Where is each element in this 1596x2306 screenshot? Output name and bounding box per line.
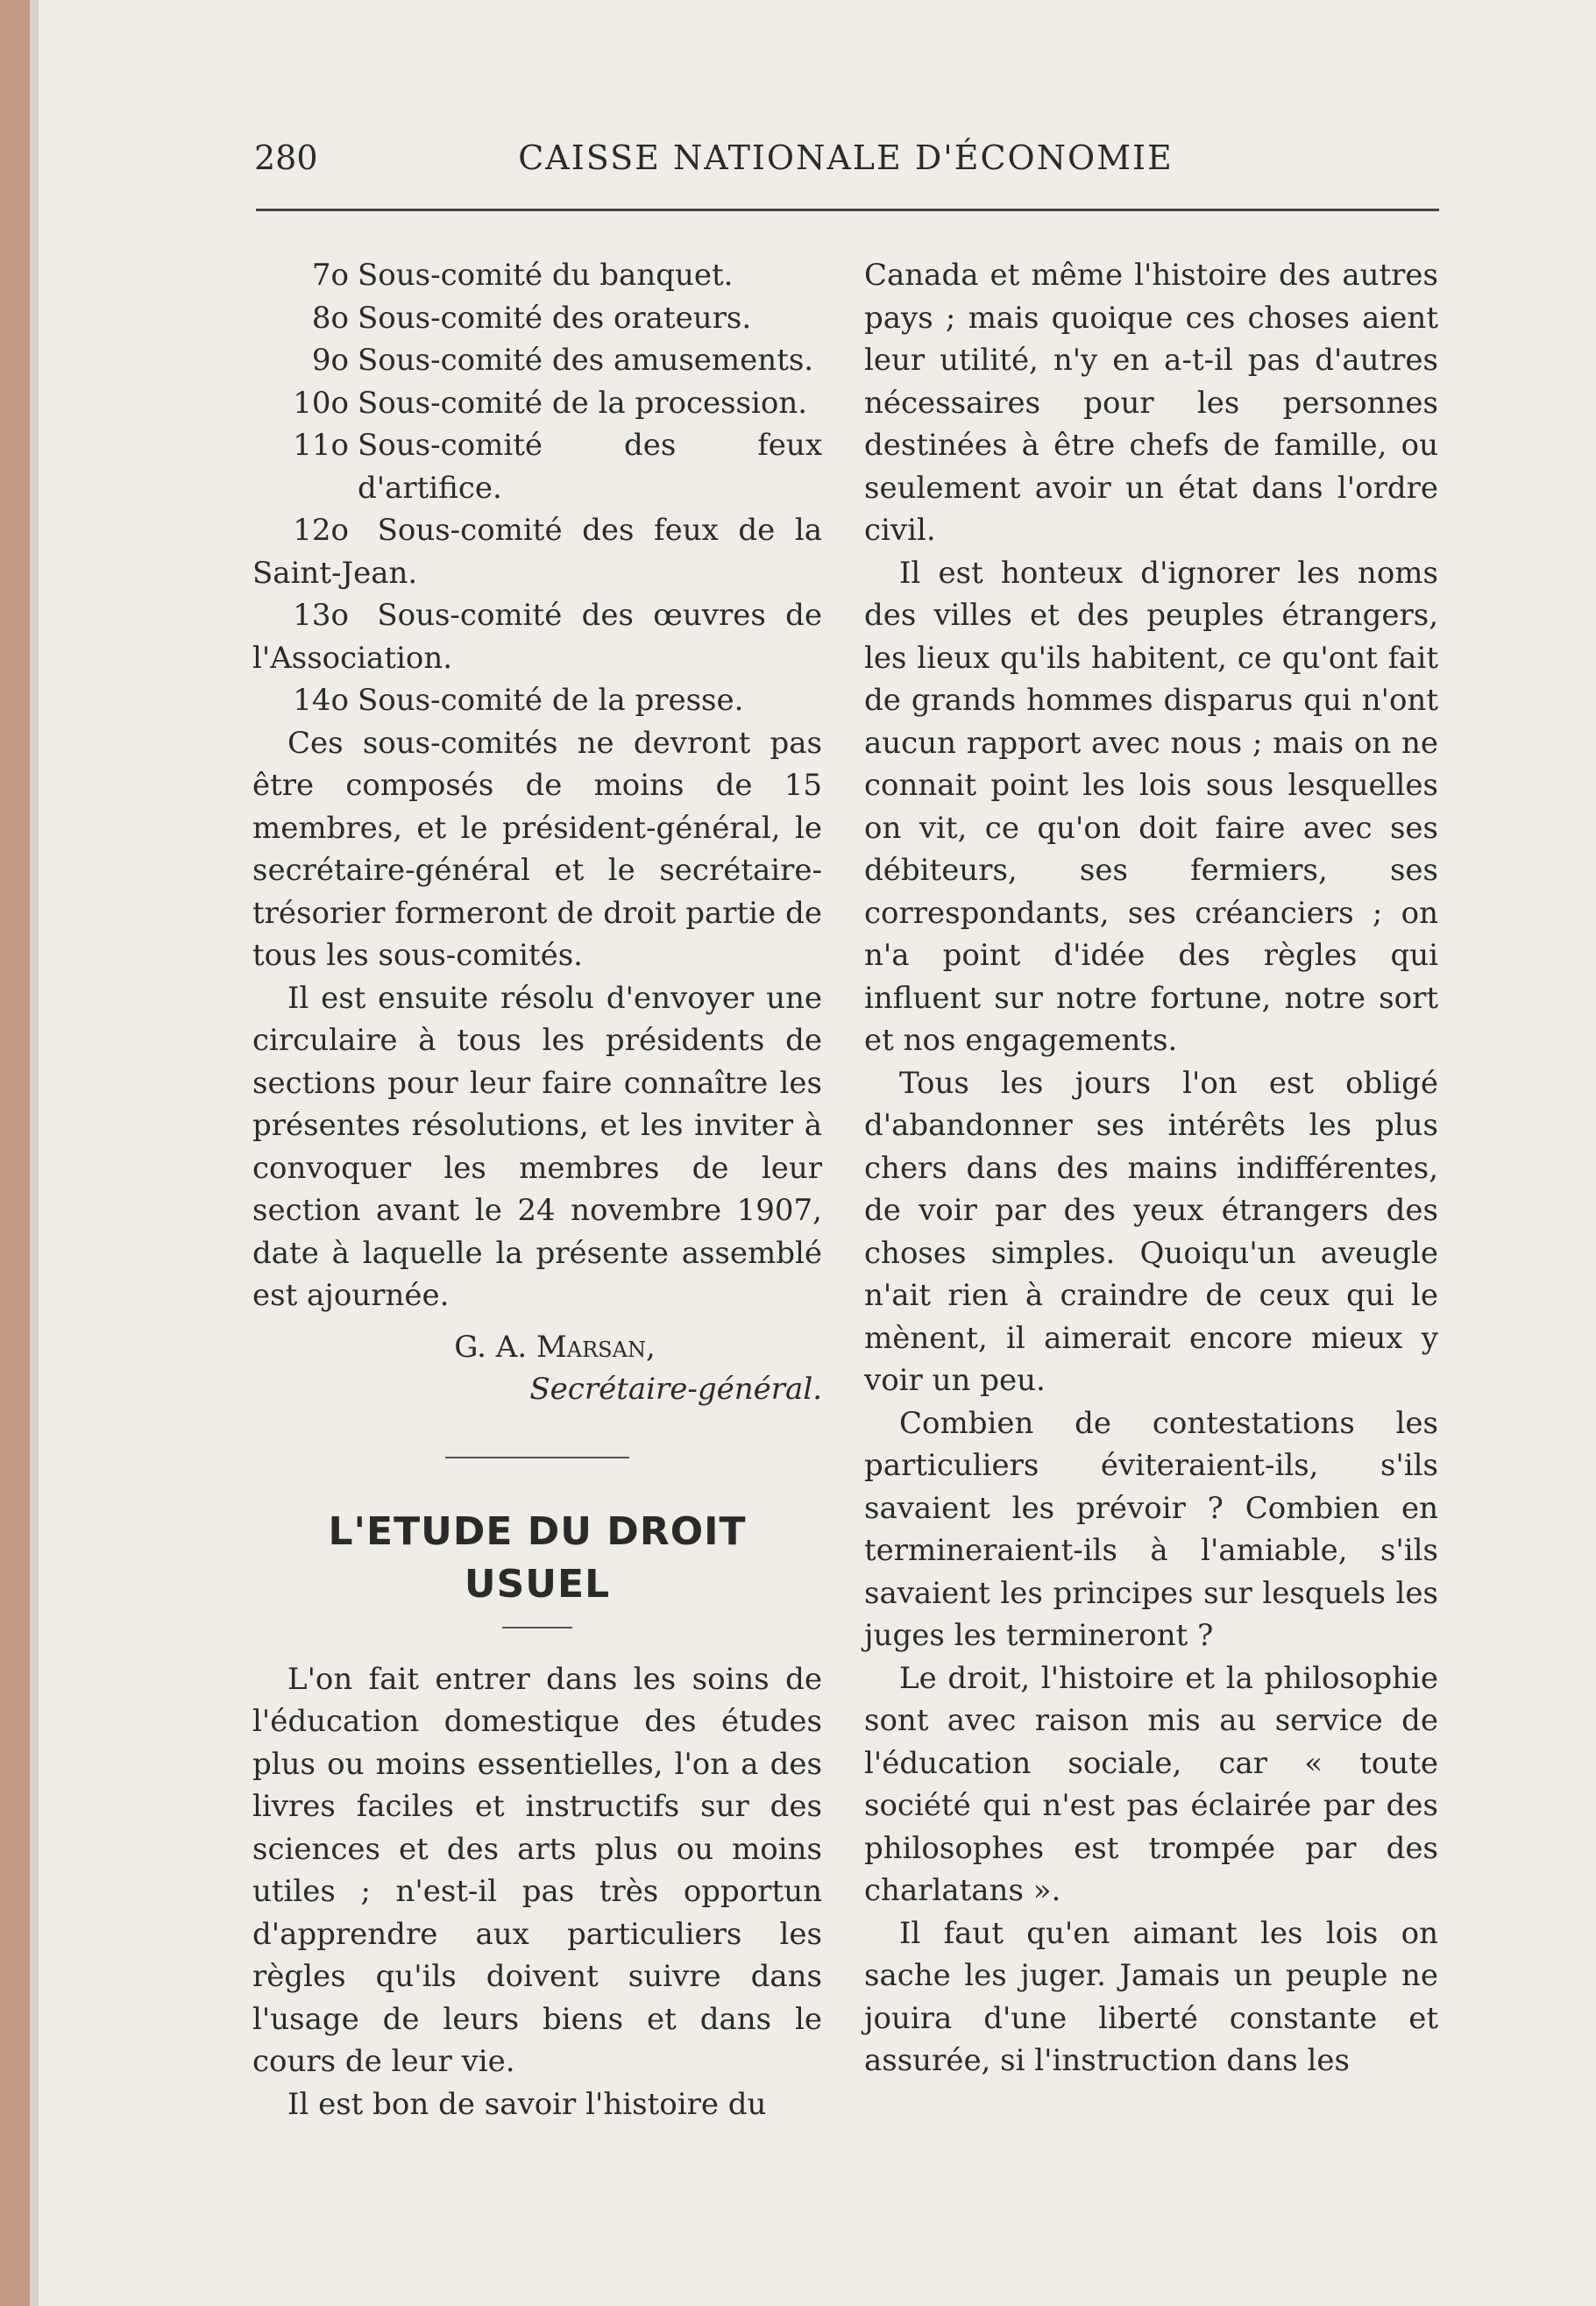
section-divider <box>445 1457 629 1458</box>
list-item <box>252 297 822 340</box>
list-number: 14o <box>293 683 349 718</box>
list-number: 9o <box>311 343 349 378</box>
list-text: Sous-comité des feux d'artifice. <box>358 428 822 506</box>
page-edge <box>0 0 30 2306</box>
paragraph: Le droit, l'histoire et la philosophie sont avec raison mis au service de l'éducation sociale, car « toute société qui n'est pas éclairée par des philosophes est trompée par des charlatans ». <box>864 1660 1438 1908</box>
section-title: L'ETUDE DU DROIT USUEL <box>328 1508 747 1607</box>
list-text: Sous-comité de la presse. <box>358 683 744 718</box>
list-item <box>252 679 822 722</box>
list-number: 11o <box>293 428 349 463</box>
paragraph: Il faut qu'en aimant les lois on sache les juger. Jamais un peuple ne jouira d'une liberté constante et assurée, si l'instruction dans les <box>864 1915 1438 2078</box>
list-text: Sous-comité du banquet. <box>358 258 734 293</box>
list-number: 8o <box>311 300 349 336</box>
left-column <box>252 254 822 2125</box>
signature-name <box>252 1326 822 1369</box>
list-text: Sous-comité des amusements. <box>358 343 814 378</box>
list-number: 12o <box>293 513 349 548</box>
title-underline <box>502 1627 572 1628</box>
list-text: Sous-comité des orateurs. <box>358 300 752 336</box>
list-text: Sous-comité des œuvres de l'Association. <box>252 598 822 676</box>
list-item <box>252 254 822 297</box>
signature-surname: Marsan <box>536 1329 646 1365</box>
paragraph: Il est ensuite résolu d'envoyer une circulaire à tous les présidents de sections pour leur faire connaître les présentes résolutions, et les inviter à convoquer les membres de leur section avant le 24 novembre 1907, date à laquelle la présente assemblé est ajournée. <box>252 980 822 1313</box>
paragraph: Tous les jours l'on est obligé d'abandonner ses intérêts les plus chers dans des mains indifférentes, de voir par des yeux étrangers des choses simples. Quoiqu'un aveugle n'ait rien à craindre de ceux qui le mènent, il aimerait encore mieux y voir un peu. <box>864 1065 1438 1398</box>
signature-comma: , <box>645 1329 656 1365</box>
running-title: CAISSE NATIONALE D'ÉCONOMIE <box>518 138 1174 177</box>
list-text: Sous-comité de la procession. <box>358 385 808 421</box>
list-number: 13o <box>293 598 349 633</box>
list-number: 7o <box>311 258 349 293</box>
list-item <box>252 382 822 425</box>
list-item <box>252 509 822 594</box>
header-rule <box>256 209 1439 211</box>
right-column <box>864 254 1438 2082</box>
signature-initials: G. A. <box>454 1329 536 1365</box>
list-number: 10o <box>293 385 349 421</box>
paragraph: L'on fait entrer dans les soins de l'éducation domestique des études plus ou moins essentielles, l'on a des livres faciles et instructifs sur des sciences et des arts plus ou moins utiles ; n'est-il pas très opportun d'apprendre aux particuliers les règles qu'ils doivent suivre dans l'usage de leurs biens et dans le cours de leur vie. <box>252 1661 822 2079</box>
paragraph: Combien de contestations les particuliers éviteraient-ils, s'ils savaient les prévoir ? Combien en termineraient-ils à l'amiable, s'ils savaient les principes sur lesquels les juges les termineront ? <box>864 1405 1438 1653</box>
page-number: 280 <box>254 138 318 177</box>
page-edge-shadow <box>30 0 39 2306</box>
paragraph: Canada et même l'histoire des autres pays ; mais quoique ces choses aient leur utilité, n'y en a-t-il pas d'autres nécessaires pour les personnes destinées à être chefs de famille, ou seulement avoir un état dans l'ordre civil. <box>864 258 1438 548</box>
paragraph: Ces sous-comités ne devront pas être composés de moins de 15 membres, et le président-général, le secrétaire-général et le secrétaire-trésorier formeront de droit partie de tous les sous-comités. <box>252 725 822 973</box>
list-item <box>252 339 822 382</box>
paragraph: Il est bon de savoir l'histoire du <box>287 2086 767 2122</box>
page-header <box>254 131 1437 184</box>
signature-role: Secrétaire-général. <box>529 1372 822 1407</box>
list-item <box>252 594 822 679</box>
paragraph: Il est honteux d'ignorer les noms des villes et des peuples étrangers, les lieux qu'ils habitent, ce qu'ont fait de grands hommes disparus qui n'ont aucun rapport avec nous ; mais on ne connait point les lois sous lesquelles on vit, ce qu'on doit faire avec ses débiteurs, ses fermiers, ses correspondants, ses créanciers ; on n'a point d'idée des règles qui influent sur notre fortune, notre sort et nos engagements. <box>864 555 1438 1058</box>
list-text: Sous-comité des feux de la Saint-Jean. <box>252 513 822 591</box>
list-item <box>252 424 822 509</box>
